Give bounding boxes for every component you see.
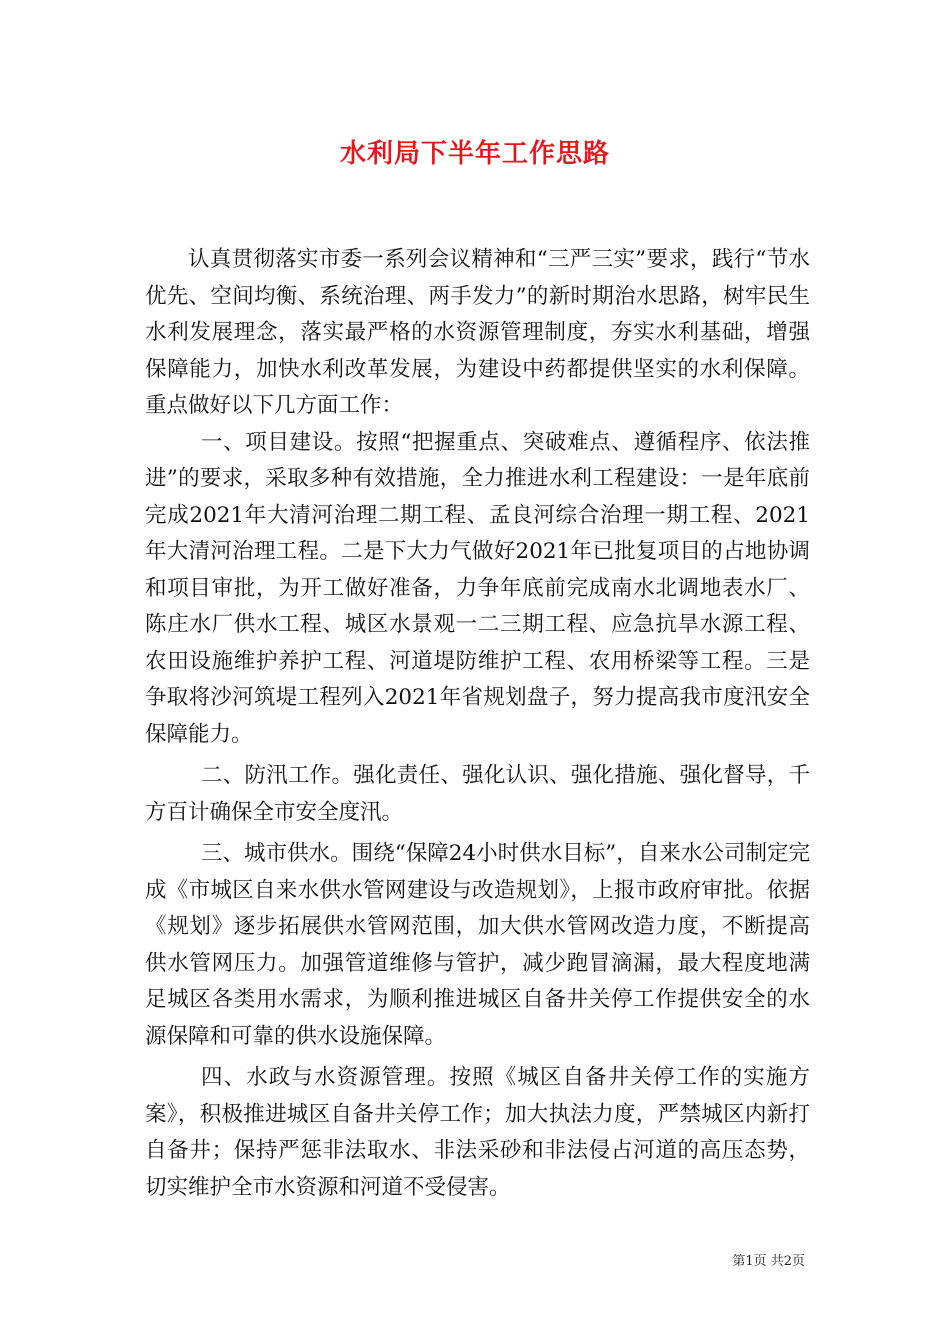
intro-paragraph: 认真贯彻落实市委一系列会议精神和“三严三实”要求，践行“节水优先、空间均衡、系统治理、两手发力”的新时期治水思路，树牢民生水利发展理念，落实最严格的水资源管理制度，夯实水利基础，增强保障能力，加快水利改革发展，为建设中药都提供坚实的水利保障。重点做好以下几方面工作： xyxy=(145,247,810,418)
page-number: 第1页 共2页 xyxy=(732,1254,805,1269)
section-urban-water-supply: 三、城市供水。围绕“保障24小时供水目标”，自来水公司制定完成《市城区自来水供水管网建设与改造规划》，上报市政府审批。依据《规划》逐步拓展供水管网范围，加大供水管网改造力度，不断提高供水管网压力。加强管道维修与管护，减少跑冒滴漏，最大程度地满足城区各类用水需求，为顺利推进城区自备井关停工作提供安全的水源保障和可靠的供水设施保障。 xyxy=(145,841,810,1049)
document-body xyxy=(145,242,810,1206)
document-title: 水利局下半年工作思路 xyxy=(339,139,610,169)
section-project-construction: 一、项目建设。按照“把握重点、突破难点、遵循程序、依法推进”的要求，采取多种有效措施，全力推进水利工程建设：一是年底前完成2021年大清河治理二期工程、孟良河综合治理一期工程、2021年大清河治理工程。二是下大力气做好2021年已批复项目的占地协调和项目审批，为开工做好准备，力争年底前完成南水北调地表水厂、陈庄水厂供水工程、城区水景观一二三期工程、应急抗旱水源工程、农田设施维护养护工程、河道堤防维护工程、农用桥梁等工程。三是争取将沙河筑堤工程列入2021年省规划盘子，努力提高我市度汛安全保障能力。 xyxy=(145,429,810,747)
section-flood-control: 二、防汛工作。强化责任、强化认识、强化措施、强化督导，千方百计确保全市安全度汛。 xyxy=(145,763,810,825)
section-water-administration: 四、水政与水资源管理。按照《城区自备井关停工作的实施方案》，积极推进城区自备井关停工作；加大执法力度，严禁城区内新打自备井；保持严惩非法取水、非法采砂和非法侵占河道的高压态势，切实维护全市水资源和河道不受侵害。 xyxy=(145,1065,810,1200)
